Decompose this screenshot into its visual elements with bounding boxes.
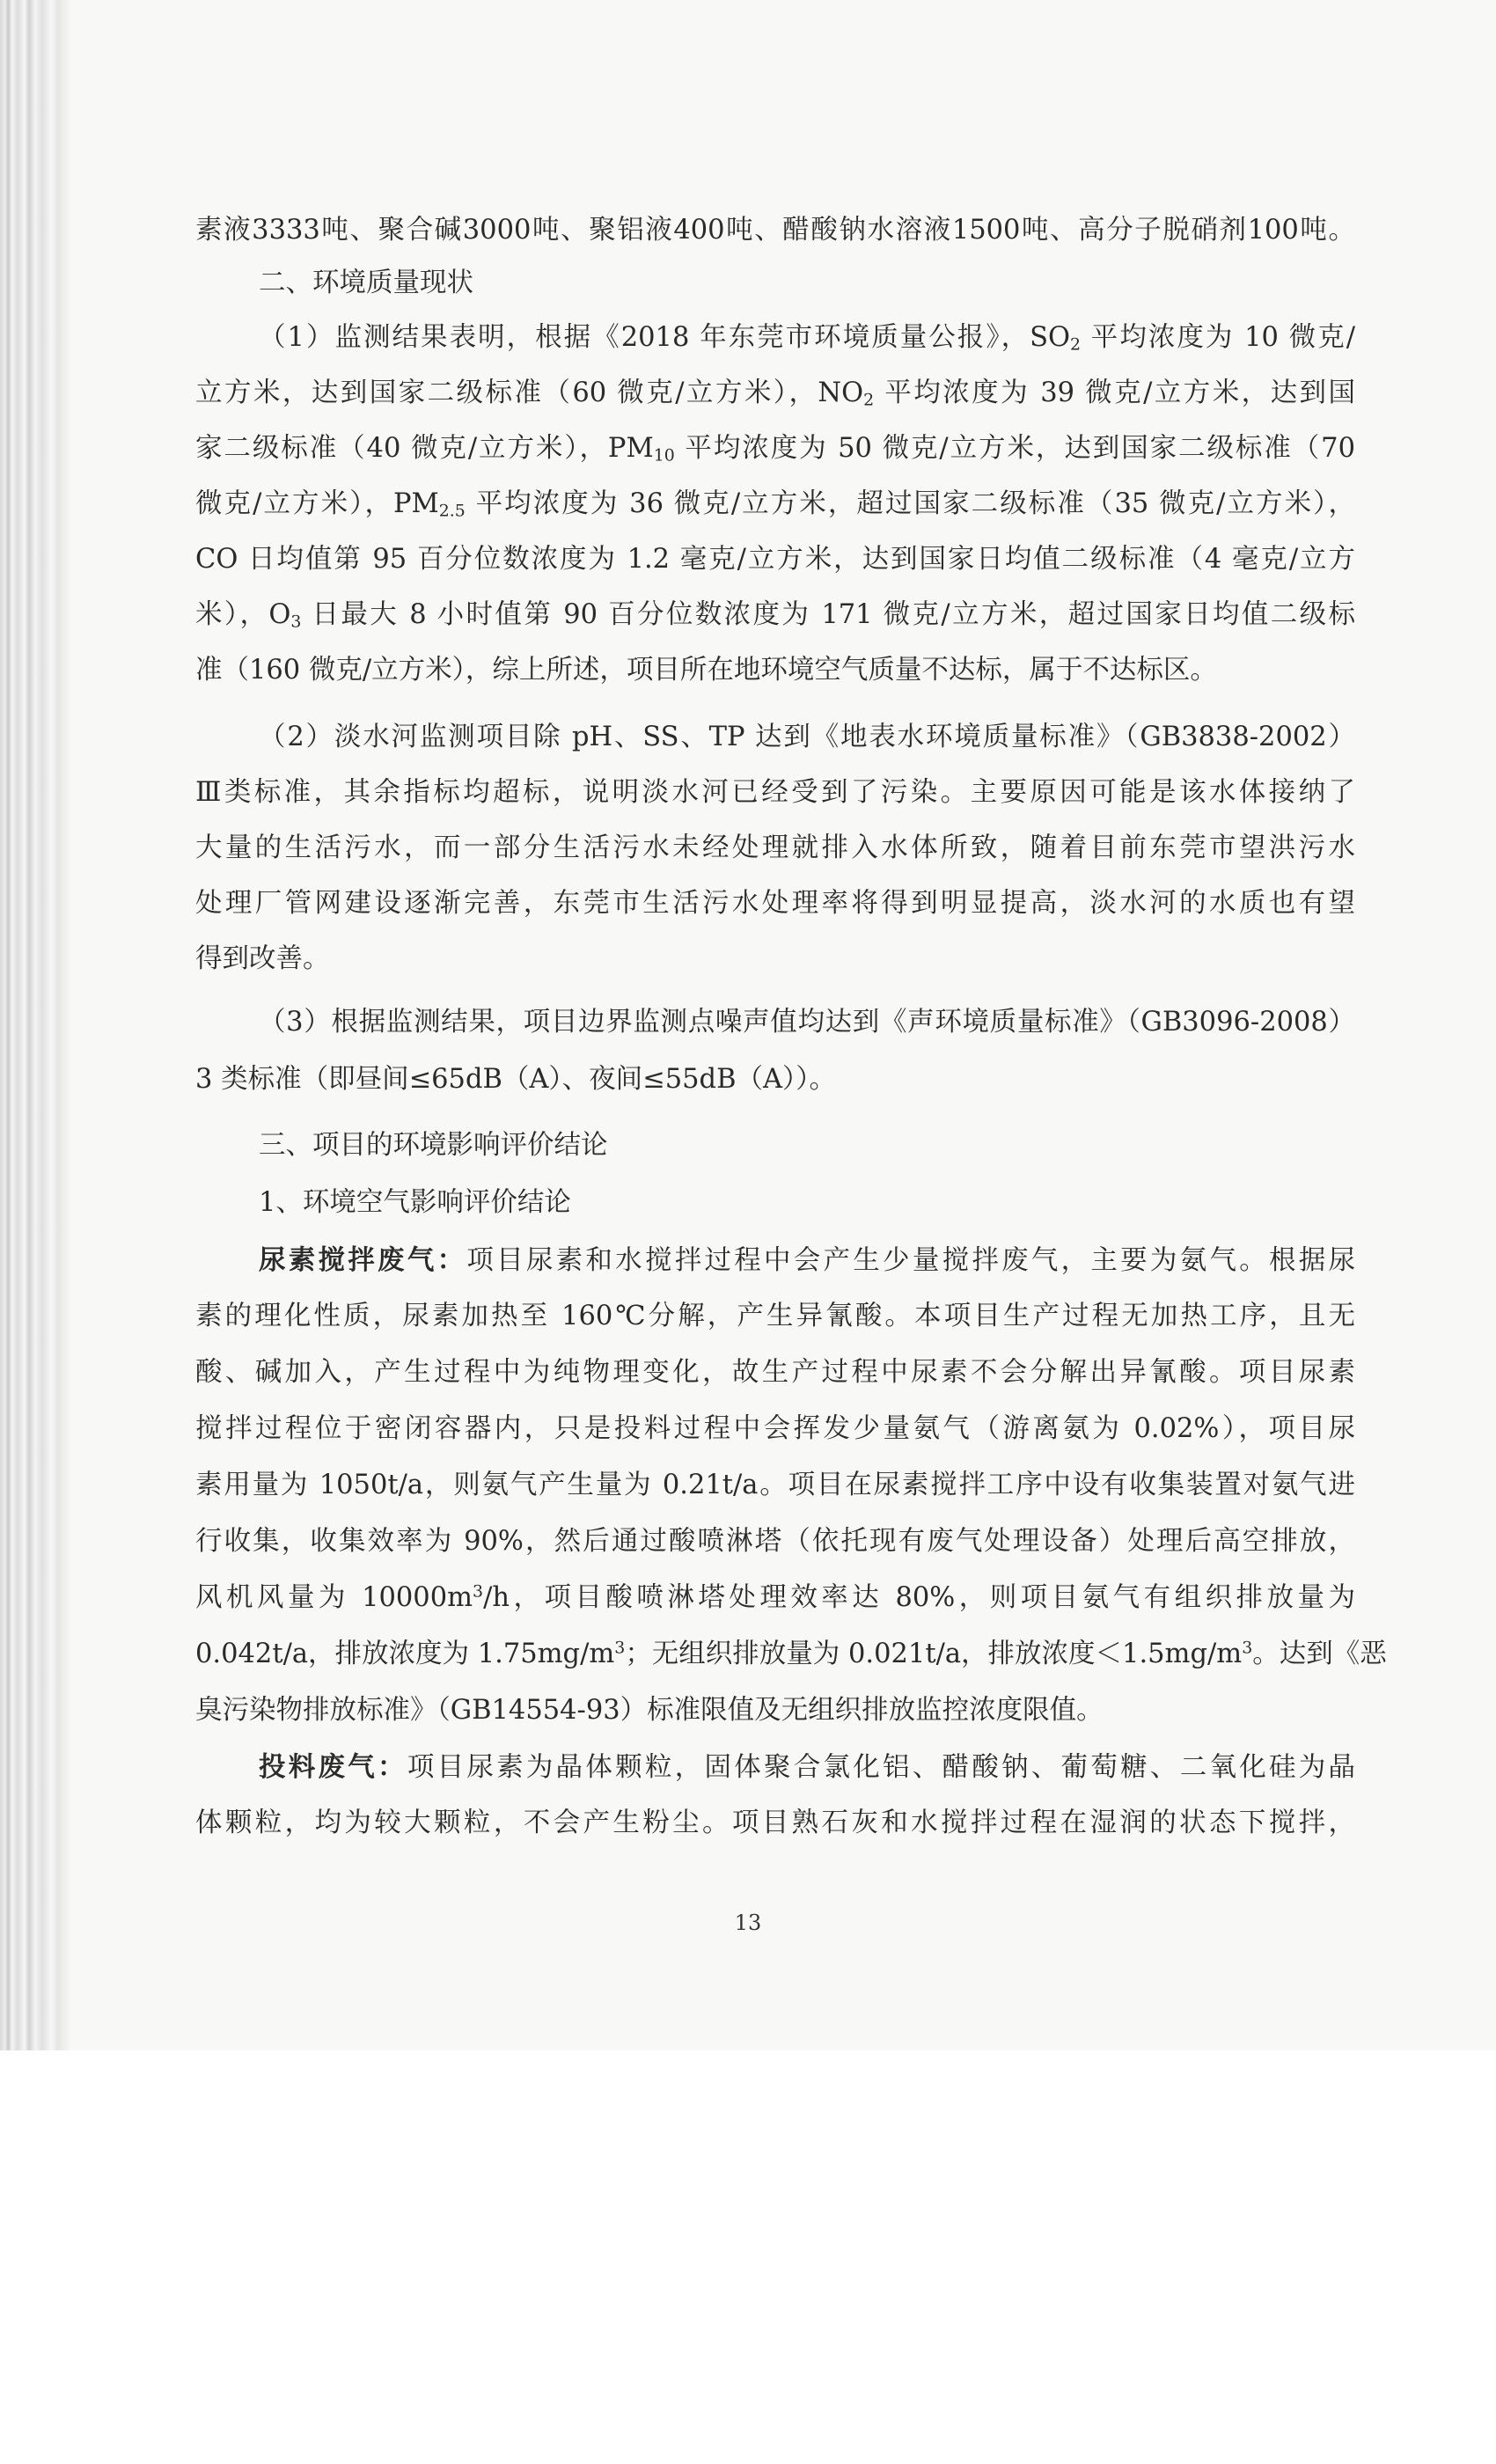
paragraph-label: 投料废气： <box>259 1751 407 1783</box>
subsection-heading: 1、环境空气影响评价结论 <box>259 1187 571 1218</box>
paragraph-line: CO 日均值第 95 百分位数浓度为 1.2 毫克/立方米，达到国家日均值二级标准（4 毫克/立方 <box>195 544 1355 575</box>
paragraph-line: 3 类标准（即昼间≤65dB（A）、夜间≤55dB（A））。 <box>195 1064 837 1095</box>
paragraph-line: 素液3333吨、聚合碱3000吨、聚铝液400吨、醋酸钠水溶液1500吨、高分子脱硝剂100吨。 <box>195 215 1355 246</box>
paragraph-line: 行收集，收集效率为 90%，然后通过酸喷淋塔（依托现有废气处理设备）处理后高空排放， <box>195 1526 1355 1557</box>
paragraph-line: 大量的生活污水，而一部分生活污水未经处理就排入水体所致，随着目前东莞市望洪污水 <box>195 832 1355 863</box>
paragraph-line: （3）根据监测结果，项目边界监测点噪声值均达到《声环境质量标准》（GB3096-2008） <box>259 1007 1355 1038</box>
paragraph-line: 风机风量为 $10000m^3/h$，项目酸喷淋塔处理效率达 80%，则项目氨气有组织排放量为 <box>195 1581 1355 1613</box>
section-heading: 二、环境质量现状 <box>259 268 473 298</box>
paragraph-line: 处理厂管网建设逐渐完善，东莞市生活污水处理率将得到明显提高，淡水河的水质也有望 <box>195 888 1355 919</box>
paragraph-line: 立方米，达到国家二级标准（60 微克/立方米），$NO_2$ 平均浓度为 39 微克/立方米，达到国 <box>195 378 1355 410</box>
paragraph-line: 0.042t/a，排放浓度为 $1.75mg/m^3$；无组织排放量为 0.021t/a，排放浓度$<1.5mg/m^3$。达到《恶 <box>195 1638 1387 1669</box>
paragraph-line: 投料废气：项目尿素为晶体颗粒，固体聚合氯化铝、醋酸钠、葡萄糖、二氧化硅为晶 <box>259 1751 1356 1783</box>
paragraph-line: （2）淡水河监测项目除 pH、SS、TP 达到《地表水环境质量标准》（GB3838-2002） <box>259 722 1355 752</box>
paragraph-line: 尿素搅拌废气：项目尿素和水搅拌过程中会产生少量搅拌废气，主要为氨气。根据尿 <box>259 1244 1356 1276</box>
paragraph-line: 臭污染物排放标准》（GB14554-93）标准限值及无组织排放监控浓度限值。 <box>195 1695 1104 1726</box>
paragraph-line: 微克/立方米），$PM_{2.5}$ 平均浓度为 36 微克/立方米，超过国家二级标准（35 微克/立方米）， <box>195 488 1355 521</box>
paragraph-line: 准（160 微克/立方米），综上所述，项目所在地环境空气质量不达标，属于不达标区。 <box>195 655 1217 686</box>
paragraph-line: Ⅲ类标准，其余指标均超标，说明淡水河已经受到了污染。主要原因可能是该水体接纳了 <box>195 777 1355 808</box>
paragraph-line: 素的理化性质，尿素加热至 160℃分解，产生异氰酸。本项目生产过程无加热工序，且无 <box>195 1301 1355 1331</box>
paragraph-line: （1）监测结果表明，根据《2018 年东莞市环境质量公报》，$SO_2$ 平均浓度为 10 微克/ <box>259 322 1356 355</box>
page-number: 13 <box>734 1910 762 1935</box>
paragraph-line: 家二级标准（40 微克/立方米），$PM_{10}$ 平均浓度为 50 微克/立方米，达到国家二级标准（70 <box>195 433 1355 466</box>
section-heading: 三、项目的环境影响评价结论 <box>259 1130 608 1161</box>
paragraph-line: 得到改善。 <box>195 943 330 974</box>
paragraph-line: 素用量为 1050t/a，则氨气产生量为 0.21t/a。项目在尿素搅拌工序中设有收集装置对氨气进 <box>195 1470 1355 1500</box>
blank-area <box>0 2050 1496 2464</box>
paragraph-line: 米），$O_3$ 日最大 8 小时值第 90 百分位数浓度为 171 微克/立方米，超过国家日均值二级标 <box>195 599 1355 632</box>
paragraph-line: 体颗粒，均为较大颗粒，不会产生粉尘。项目熟石灰和水搅拌过程在湿润的状态下搅拌， <box>195 1808 1355 1838</box>
binding-edge <box>0 0 97 2050</box>
paragraph-line: 酸、碱加入，产生过程中为纯物理变化，故生产过程中尿素不会分解出异氰酸。项目尿素 <box>195 1357 1355 1388</box>
paragraph-label: 尿素搅拌废气： <box>259 1244 467 1276</box>
paragraph-line: 搅拌过程位于密闭容器内，只是投料过程中会挥发少量氨气（游离氨为 0.02%），项目尿 <box>195 1413 1355 1444</box>
